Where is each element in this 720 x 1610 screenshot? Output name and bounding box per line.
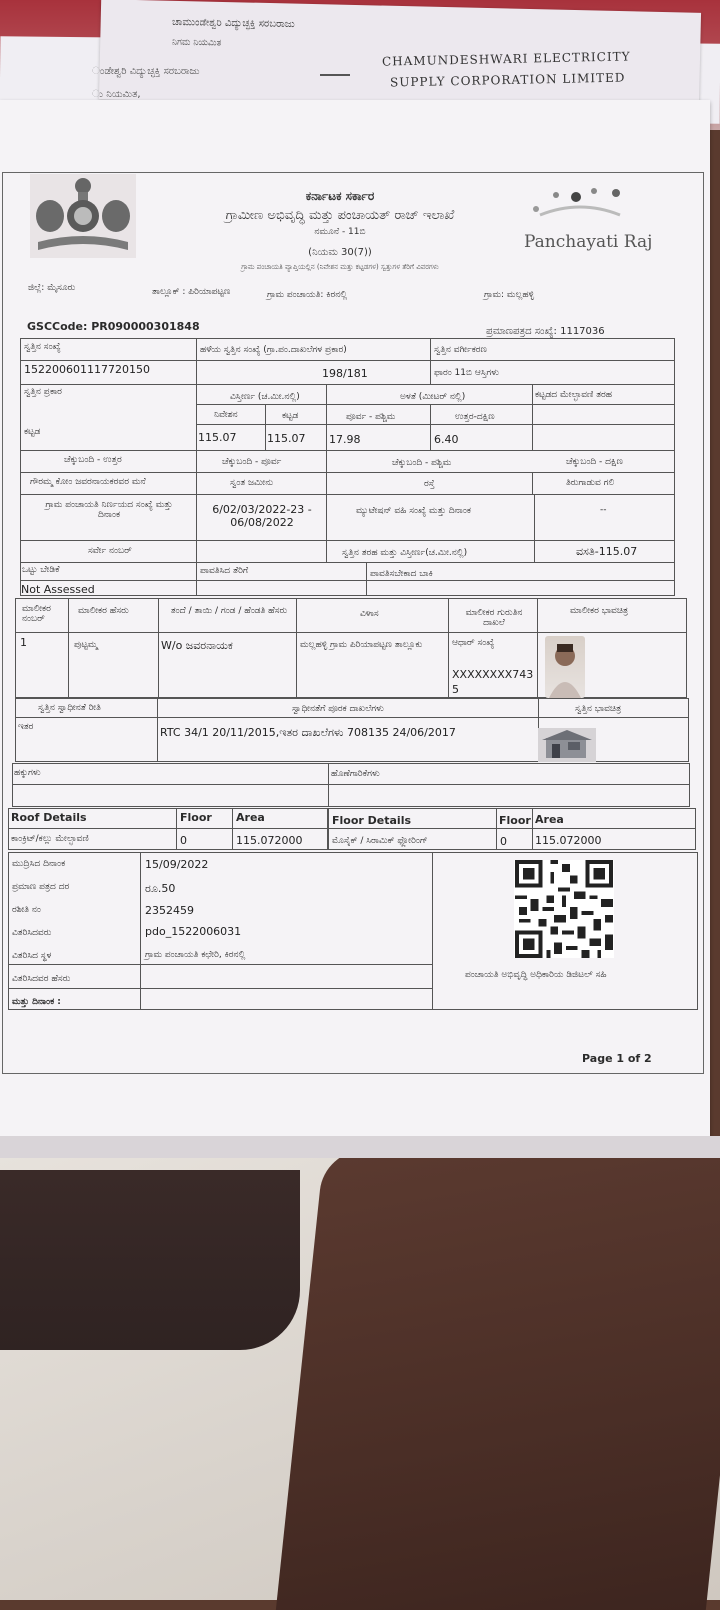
issue-place-label: ವಿತರಿಸಿದ ಸ್ಥಳ xyxy=(12,951,52,961)
issuer-name-label: ವಿತರಿಸಿದವರ ಹೆಸರು xyxy=(12,974,71,984)
gsc-code: GSCCode: PR090000301848 xyxy=(27,320,200,333)
owners-header-address: ವಿಳಾಸ xyxy=(360,609,379,619)
east-boundary-value: ಸ್ವಂತ ಜಮೀನು xyxy=(230,478,274,488)
back-sheet-left-text-1: ಂಡೇಶ್ವರಿ ವಿದ್ಯುಚ್ಛಕ್ತಿ ಸರಬರಾಜು xyxy=(92,66,200,77)
south-boundary-label: ಚೆಕ್ಕುಬಂದಿ - ದಕ್ಷಿಣ xyxy=(566,457,623,467)
assessment-status: Not Assessed xyxy=(21,583,95,596)
receipt-label: ರಶೀತಿ ನಂ xyxy=(12,905,41,915)
fee-value: ರೂ.50 xyxy=(145,882,176,895)
east-boundary-label: ಚೆಕ್ಕುಬಂದಿ - ಪೂರ್ವ xyxy=(222,457,282,467)
floor-area-header: Area xyxy=(535,813,564,826)
page-indicator: Page 1 of 2 xyxy=(582,1052,652,1065)
roof-floor-value: 0 xyxy=(180,834,187,847)
old-property-id-label: ಹಳೆಯ ಸ್ವತ್ತಿನ ಸಂಖ್ಯೆ (ಗ್ರಾ.ಪಂ.ದಾಖಲೆಗಳ ಪ್ರಕಾರ) xyxy=(200,345,347,355)
owners-header-name: ಮಾಲೀಕರ ಹೆಸರು xyxy=(78,606,129,616)
issuer-value: pdo_1522006031 xyxy=(145,925,242,938)
back-sheet-kannada-sub: ನಿಗಮ ನಿಯಮಿತ xyxy=(171,37,222,49)
receipt-value: 2352459 xyxy=(145,904,194,917)
floor-details-header: Floor Details xyxy=(332,814,412,827)
owners-header-number: ಮಾಲೀಕರ ನಂಬರ್ xyxy=(22,604,51,624)
back-sheet-divider xyxy=(320,74,350,76)
area-label: ವಿಸ್ತೀರ್ಣ (ಚ.ಮೀ.ನಲ್ಲಿ) xyxy=(230,392,300,402)
property-id-value: 152200601117720150 xyxy=(24,363,150,376)
north-south-value: 6.40 xyxy=(434,433,459,446)
corp-name-line-1: CHAMUNDESHWARI ELECTRICITY xyxy=(381,49,631,69)
corp-name-line-2: SUPPLY CORPORATION LIMITED xyxy=(389,70,626,90)
qr-code-icon xyxy=(514,860,614,958)
property-photo xyxy=(538,728,596,762)
dimension-label: ಅಳತೆ (ಮೀಟರ್ ನಲ್ಲಿ) xyxy=(400,392,466,402)
east-west-value: 17.98 xyxy=(329,433,361,446)
owners-header-id: ಮಾಲೀಕರ ಗುರುತಿನ ದಾಖಲೆ xyxy=(465,608,523,628)
leg-left xyxy=(0,1170,300,1350)
property-id-label: ಸ್ವತ್ತಿನ ಸಂಖ್ಯೆ xyxy=(24,342,61,352)
village: ಗ್ರಾಮ: ಮಲ್ಲಹಳ್ಳಿ xyxy=(484,290,535,300)
rule-number: (ನಿಯಮ 30(7)) xyxy=(308,247,372,258)
site-area-value: 115.07 xyxy=(198,431,237,444)
floor-area-value: 115.072000 xyxy=(535,834,602,847)
north-boundary-label: ಚೆಕ್ಕುಬಂದಿ - ಉತ್ತರ xyxy=(64,455,122,465)
owner-address: ಮಲ್ಲಹಳ್ಳಿ ಗ್ರಾಮ ಪಿರಿಯಾಪಟ್ಟಣ ತಾಲ್ಲೂಕು xyxy=(300,640,423,650)
print-date-label: ಮುದ್ರಿಸಿದ ದಿನಾಂಕ xyxy=(12,859,66,869)
owner-name: ಪುಟ್ಟಮ್ಮ xyxy=(74,640,98,650)
fee-label: ಪ್ರಮಾಣ ಪತ್ರದ ದರ xyxy=(12,882,70,892)
leg-right xyxy=(276,1150,720,1610)
north-south-label: ಉತ್ತರ-ದಕ್ಷಿಣ xyxy=(455,412,495,422)
roof-type-value: ಕಾಂಕ್ರಿಟ್/ಕಲ್ಲು ಮೇಲ್ಛಾವಣಿ xyxy=(11,834,89,844)
tax-paid-label: ಪಾವತಿಸಿದ ತೆರಿಗೆ xyxy=(200,566,249,576)
property-photo-label: ಸ್ವತ್ತಿನ ಭಾವಚಿತ್ರ xyxy=(575,704,622,714)
owner-relation: W/o ಜವರನಾಯಕ xyxy=(161,639,233,652)
property-type-label: ಸ್ವತ್ತಿನ ಪ್ರಕಾರ xyxy=(24,387,62,397)
back-sheet-kannada-title: ಚಾಮುಂಡೇಶ್ವರಿ ವಿದ್ಯುಚ್ಛಕ್ತಿ ಸರಬರಾಜು xyxy=(171,16,295,31)
taluk: ತಾಲ್ಲೂಕ್ : ಪಿರಿಯಾಪಟ್ಟಣ xyxy=(152,287,231,297)
owner-photo xyxy=(545,636,585,698)
owner-id-value-cont: 5 xyxy=(452,683,459,696)
resolution-value: 6/02/03/2022-23 - 06/08/2022 xyxy=(212,503,312,529)
roof-type-label: ಕಟ್ಟಡದ ಮೇಲ್ಛಾವಣಿ ತರಹ xyxy=(535,390,612,400)
gram-panchayat: ಗ್ರಾಮ ಪಂಚಾಯತಿ: ಕಿರನಲ್ಲಿ xyxy=(267,290,348,300)
property-class-value: ಫಾರಂ 11ಬಿ ಆಸ್ತಿಗಳು xyxy=(434,368,500,378)
karnataka-emblem-icon xyxy=(28,172,138,260)
total-demand-label: ಒಟ್ಟು ಬೇಡಿಕೆ xyxy=(22,565,60,575)
west-boundary-label: ಚೆಕ್ಕುಬಂದಿ - ಪಶ್ಚಿಮ xyxy=(392,458,452,468)
property-type-area-value: ವಸತಿ-115.07 xyxy=(576,545,638,558)
roof-floor-header: Floor xyxy=(180,811,212,824)
owners-header-photo: ಮಾಲೀಕರ ಭಾವಚಿತ್ರ xyxy=(570,606,629,616)
survey-number-label: ಸರ್ವೇ ನಂಬರ್ xyxy=(88,546,132,556)
floor-floor-value: 0 xyxy=(500,835,507,848)
certificate-number: ಪ್ರಮಾಣಪತ್ರದ ಸಂಖ್ಯೆ: 1117036 xyxy=(486,326,605,337)
east-west-label: ಪೂರ್ವ - ಪಶ್ಚಿಮ xyxy=(346,412,396,422)
rights-label: ಹಕ್ಕುಗಳು xyxy=(14,768,41,778)
resolution-label: ಗ್ರಾಮ ಪಂಚಾಯತಿ ನಿರ್ಣಯದ ಸಂಖ್ಯೆ ಮತ್ತು ದಿನಾಂಕ xyxy=(45,500,173,520)
mutation-label: ಮ್ಯುಟೇಷನ್ ವಹಿ ಸಂಖ್ಯೆ ಮತ್ತು ದಿನಾಂಕ xyxy=(356,506,471,516)
north-boundary-value: ಗೌರಮ್ಮ ಕೋಂ ಜವರನಾಯಕರವರ ಮನೆ xyxy=(30,477,146,487)
back-sheet-left-text-2: ು ನಿಯಮಿತ, xyxy=(92,89,141,100)
owner-id-label: ಆಧಾರ್ ಸಂಖ್ಯೆ xyxy=(452,638,495,648)
acquisition-mode-label: ಸ್ವತ್ತಿನ ಸ್ವಾಧೀನತೆ ರೀತಿ xyxy=(38,703,101,713)
paper-bottom-edge xyxy=(0,1136,720,1158)
west-boundary-value: ರಸ್ತೆ xyxy=(424,479,435,489)
roof-area-header: Area xyxy=(236,811,265,824)
owner-number: 1 xyxy=(20,636,27,649)
property-class-label: ಸ್ವತ್ತಿನ ವರ್ಗೀಕರಣ xyxy=(434,345,487,355)
building-label: ಕಟ್ಟಡ xyxy=(282,411,299,421)
roof-details-header: Roof Details xyxy=(11,811,87,824)
print-date-value: 15/09/2022 xyxy=(145,858,209,871)
property-type-value: ಕಟ್ಟಡ xyxy=(24,427,41,437)
acquisition-docs-label: ಸ್ವಾಧೀನತೆಗೆ ಪೂರಕ ದಾಖಲೆಗಳು xyxy=(292,704,384,714)
form-number: ನಮೂನೆ - 11ಬಿ xyxy=(314,227,366,237)
floor-type-value: ಮೊಸೈಕ್ / ಸಿರಾಮಿಕ್ ಫ್ಲೋರಿಂಗ್ xyxy=(332,836,428,846)
owners-header-relation: ತಂದೆ / ತಾಯಿ / ಗಂಡ / ಹೆಂಡತಿ ಹೆಸರು xyxy=(170,606,288,616)
issue-date-label: ಮತ್ತು ದಿನಾಂಕ : xyxy=(12,997,61,1007)
acquisition-mode-value: ಇತರ xyxy=(18,722,34,732)
panchayati-raj-logo-text: Panchayati Raj xyxy=(524,232,653,252)
panchayati-raj-logo-icon xyxy=(520,185,640,265)
owner-id-value: XXXXXXXX743 xyxy=(452,668,534,681)
south-boundary-value: ತಿರುಗಾಡುವ ಗಲಿ xyxy=(566,478,615,488)
property-type-area-label: ಸ್ವತ್ತಿನ ತರಹ ಮತ್ತು ವಿಸ್ತೀರ್ಣ(ಚ.ಮೀ.ನಲ್ಲಿ) xyxy=(342,548,468,558)
roof-area-value: 115.072000 xyxy=(236,834,303,847)
issue-place-value: ಗ್ರಾಮ ಪಂಚಾಯತಿ ಕಛೇರಿ, ಕಿರನಲ್ಲಿ xyxy=(145,950,246,960)
tax-due-label: ಪಾವತಿಸಬೇಕಾದ ಬಾಕಿ xyxy=(370,569,433,579)
mutation-value: -- xyxy=(600,505,607,515)
old-property-id-value: 198/181 xyxy=(322,367,368,380)
liabilities-label: ಹೊಣೆಗಾರಿಕೆಗಳು xyxy=(331,769,380,779)
acquisition-docs-value: RTC 34/1 20/11/2015,ಇತರ ದಾಖಲೆಗಳು 708135 24/06/2017 xyxy=(160,726,456,739)
digital-signature-label: ಪಂಚಾಯತಿ ಅಭಿವೃದ್ಧಿ ಅಧಿಕಾರಿಯ ಡಿಜಿಟಲ್ ಸಹಿ xyxy=(465,970,607,980)
building-area-value: 115.07 xyxy=(267,432,306,445)
gov-title: ಕರ್ನಾಟಕ ಸರ್ಕಾರ xyxy=(305,189,375,203)
form-subtitle: ಗ್ರಾಮ ಪಂಚಾಯತಿ ವ್ಯಾಪ್ತಿಯಲ್ಲಿನ (ನಿವೇಶನ ಮತ್ತು ಕಟ್ಟಡಗಳ) ಸ್ವತ್ತುಗಳ ತೆರಿಗೆ ವಿವರಗಳು xyxy=(241,263,439,271)
floor-floor-header: Floor xyxy=(499,814,531,827)
dept-title: ಗ್ರಾಮೀಣ ಅಭಿವೃದ್ಧಿ ಮತ್ತು ಪಂಚಾಯತ್ ರಾಜ್ ಇಲಾಖೆ xyxy=(225,208,455,223)
site-label: ನಿವೇಶನ xyxy=(214,410,238,420)
district: ಜಿಲ್ಲೆ: ಮೈಸೂರು xyxy=(28,283,76,293)
issuer-label: ವಿತರಿಸಿದವರು xyxy=(12,928,52,938)
